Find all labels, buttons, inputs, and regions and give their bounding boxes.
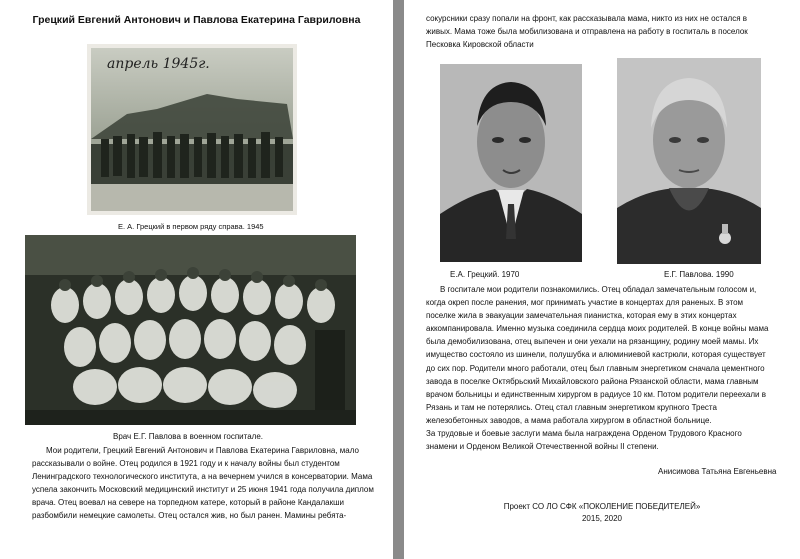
photo2-caption: Врач Е.Г. Павлова в военном госпитале.: [113, 432, 264, 441]
text-line: завода в поселке Октябрьский Михайловского района Рязанской области, мама главным: [426, 376, 759, 386]
text-line: аккомпанировала. Именно музыка соединила сердца моих родителей. В конце войны мама: [426, 324, 769, 334]
text-line: сокурсники сразу попали на фронт, как рассказывала мама, никто из них не остался в: [426, 14, 748, 23]
text-line: разбомбили немецкие самолеты. Отец остался жив, но был ранен. Мамины ребята-: [32, 511, 347, 521]
text-line: врачом больницы и единственным хирургом в радиусе 10 км. Потом родители переехали в: [426, 389, 766, 399]
portrait-man: [440, 64, 582, 262]
photo1-caption: Е. А. Грецкий в первом ряду справа. 1945: [118, 222, 264, 231]
photo-soldiers-1945: [87, 44, 297, 215]
project-footer: [404, 501, 800, 525]
text-line: успела закончить Московский медицинский институт и 25 июня 1941 года получила диплом: [32, 485, 374, 495]
portrait-man-caption: Е.А. Грецкий. 1970: [450, 270, 520, 279]
photo-handwritten-date: апрель 1945г.: [107, 56, 210, 72]
author-signature: Анисимова Татьяна Евгеньевна: [658, 467, 777, 476]
left-body-text: [32, 444, 387, 523]
right-top-text: [426, 12, 786, 51]
page-title: Грецкий Евгений Антонович и Павлова Екатерина Гавриловна: [32, 14, 361, 26]
text-line: до сих пор. Родители много работали, отец был главным энергетиком сначала цементного: [426, 363, 765, 373]
photo-hospital-staff: [25, 235, 356, 425]
text-line: рассказывали о войне. Отец родился в 1921 году и к началу войны был студентом: [32, 459, 340, 469]
text-line: В госпитале мои родители познакомились. Отец обладал замечательным голосом и,: [440, 285, 757, 294]
text-line: знамени и Орденом Великой Отечественной войны II степени.: [426, 442, 659, 452]
text-line: поселке жила в эвакуации замечательная пианистка, которая ему в этих концертах: [426, 311, 737, 321]
text-line: Песковка Кировской области: [426, 40, 534, 50]
left-page: [0, 0, 393, 559]
right-body-text: [426, 283, 796, 453]
text-line: Рязань и там не потерялись. Отец стал главным энергетиком крупного Треста: [426, 402, 717, 412]
text-line: железобетонных заводов, а мама работала хирургом в областной больнице.: [426, 415, 712, 425]
text-line: врача. Отец воевал на севере на торпедном катере, который в районе Кандалакши: [32, 498, 344, 508]
portrait-woman-caption: Е.Г. Павлова. 1990: [664, 270, 734, 279]
text-line: когда окреп после ранения, мог принимать участие в концертах для раненых. В этом: [426, 298, 744, 308]
project-years: 2015, 2020: [581, 514, 623, 523]
text-line: За трудовые и боевые заслуги мама была награждена Орденом Трудового Красного: [426, 429, 742, 439]
text-line: живых. Мама тоже была мобилизована и отправлена на работу в госпиталь в поселок: [426, 27, 748, 37]
right-page: [404, 0, 800, 559]
portrait-woman: [617, 58, 761, 264]
text-line: Мои родители, Грецкий Евгений Антонович и Павлова Екатерина Гавриловна, мало: [46, 446, 359, 455]
project-name: Проект СО ЛО СФК «ПОКОЛЕНИЕ ПОБЕДИТЕЛЕЙ»: [503, 502, 701, 511]
text-line: Ленинградского технологического института, а на вечернем учился в консерватории. Мама: [32, 472, 373, 482]
text-line: была демобилизована, отец выпечен и они уехали на рязанщину, родину моей мамы. Их: [426, 337, 759, 347]
text-line: имущество состояло из шинели, полушубка и алюминиевой кастрюли, которая существует: [426, 350, 766, 360]
